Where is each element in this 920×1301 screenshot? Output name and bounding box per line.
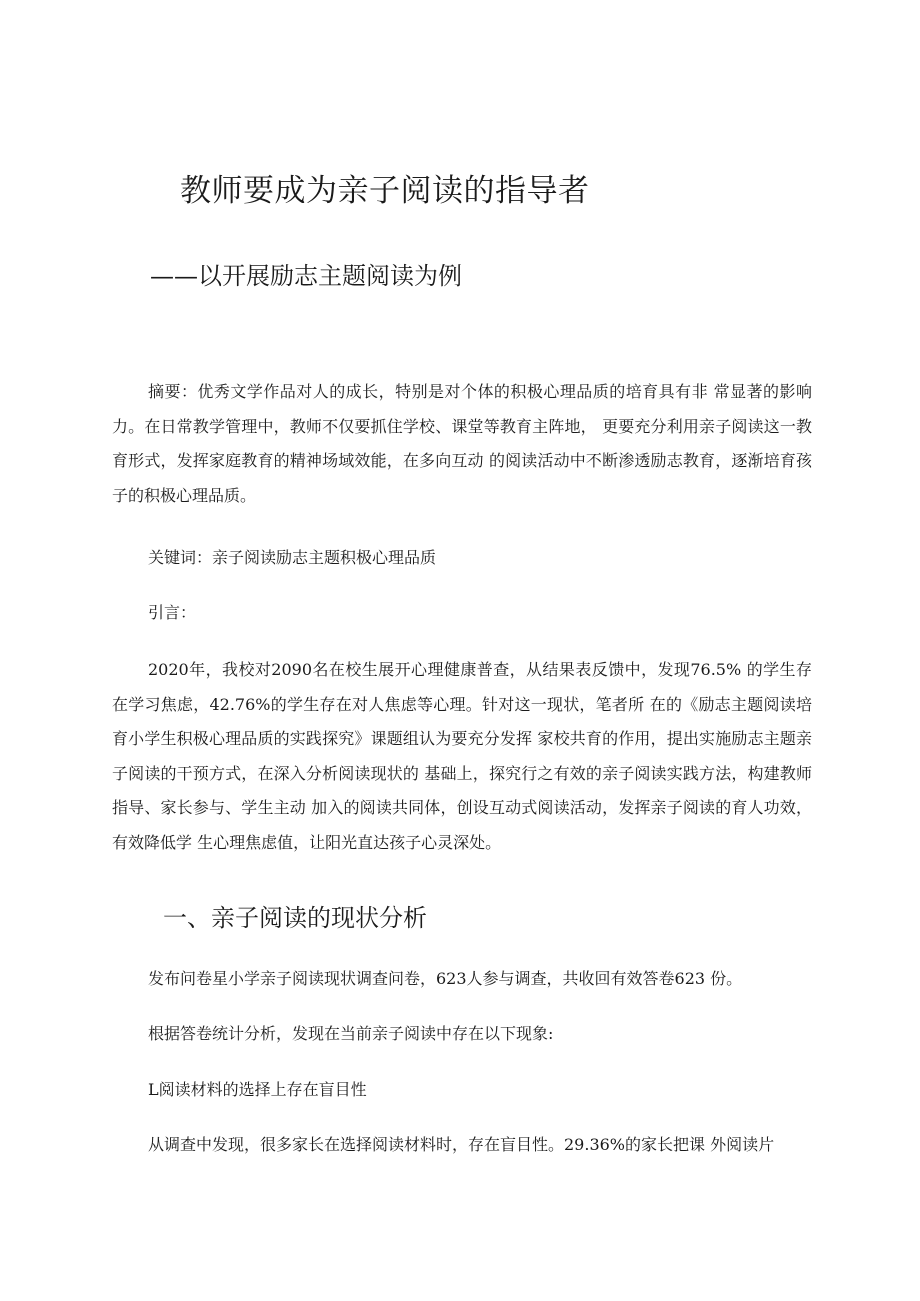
section-heading: 一、亲子阅读的现状分析 — [163, 904, 427, 932]
subsection-title: L阅读材料的选择上存在盲目性 — [148, 1080, 367, 1099]
document-title: 教师要成为亲子阅读的指导者 — [180, 173, 590, 209]
keywords-line: 关键词：亲子阅读励志主题积极心理品质 — [148, 548, 437, 567]
survey-line: 发布问卷星小学亲子阅读现状调查问卷，623人参与调查，共收回有效答卷623 份。 — [148, 969, 743, 988]
statistics-line: 根据答卷统计分析，发现在当前亲子阅读中存在以下现象: — [148, 1024, 554, 1043]
document-subtitle: ——以开展励志主题阅读为例 — [150, 262, 462, 290]
intro-label: 引言： — [148, 603, 197, 622]
intro-paragraph: 2020年，我校对2090名在校生展开心理健康普查，从结果表反馈中，发现76.5% 的学生存在学习焦虑，42.76%的学生存在对人焦虑等心理。针对这一现状，笔者所 在的《励志主题阅读培育小学生积极心理品质的实践探究》课题组认为要充分发挥 家校共育的作用，提出实施励志主题亲子阅读的干预方式，在深入分析阅读现状的 基础上，探究行之有效的亲子阅读实践方法，构建教师指导、家长参与、学生主动 加入的阅读共同体，创设互动式阅读活动，发挥亲子阅读的育人功效，有效降低学 生心理焦虑值，让阳光直达孩子心灵深处。 — [112, 660, 812, 852]
abstract-paragraph: 摘要：优秀文学作品对人的成长，特别是对个体的积极心理品质的培育具有非 常显著的影响力。在日常教学管理中，教师不仅要抓住学校、课堂等教育主阵地， 更要充分利用亲子阅读这一教育形式，发挥家庭教育的精神场域效能，在多向互动 的阅读活动中不断渗透励志教育，逐渐培育孩子的积极心理品质。 — [112, 382, 812, 505]
subsection-paragraph: 从调查中发现，很多家长在选择阅读材料时，存在盲目性。29.36%的家长把课 外阅读片 — [148, 1135, 775, 1154]
